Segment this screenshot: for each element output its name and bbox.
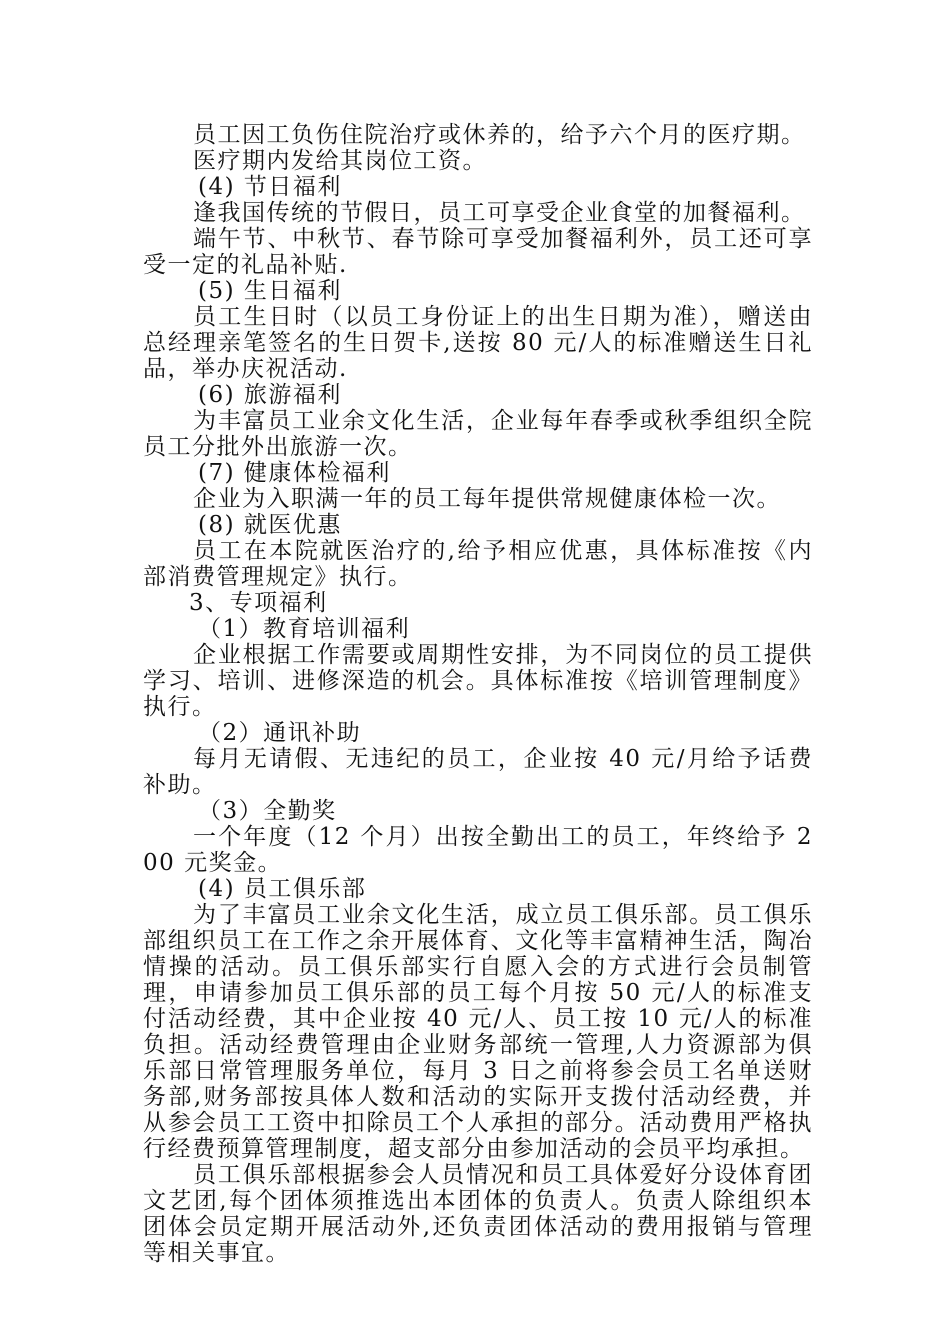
paragraph: 企业根据工作需要或周期性安排，为不同岗位的员工提供学习、培训、进修深造的机会。具体标准按《培训管理制度》执行。 bbox=[143, 642, 813, 720]
paragraph: 端午节、中秋节、春节除可享受加餐福利外，员工还可享受一定的礼品补贴. bbox=[143, 226, 813, 278]
paragraph: 员工因工负伤住院治疗或休养的，给予六个月的医疗期。 bbox=[193, 122, 806, 148]
paragraph: 员工俱乐部根据参会人员情况和员工具体爱好分设体育团文艺团,每个团体须推选出本团体的负责人。负责人除组织本团体会员定期开展活动外,还负责团体活动的费用报销与管理等相关事宜。 bbox=[143, 1162, 813, 1266]
section-heading: (7) 健康体检福利 bbox=[198, 460, 391, 486]
document-body bbox=[143, 122, 813, 1266]
section-heading: (4) 员工俱乐部 bbox=[198, 876, 367, 902]
section-heading: (5) 生日福利 bbox=[198, 278, 342, 304]
section-heading: （1）教育培训福利 bbox=[198, 616, 411, 642]
paragraph: 企业为入职满一年的员工每年提供常规健康体检一次。 bbox=[193, 486, 781, 512]
paragraph: 为了丰富员工业余文化生活，成立员工俱乐部。员工俱乐部组织员工在工作之余开展体育、文化等丰富精神生活，陶冶情操的活动。员工俱乐部实行自愿入会的方式进行会员制管理，申请参加员工俱乐部的员工每个月按 50 元/人的标准支付活动经费，其中企业按 40 元/人、员工按 10 元/人的标准负担。活动经费管理由企业财务部统一管理,人力资源部为俱乐部日常管理服务单位，每月 3 日之前将参会员工名单送财务部,财务部按具体人数和活动的实际开支拨付活动经费，并从参会员工工资中扣除员工个人承担的部分。活动费用严格执行经费预算管理制度，超支部分由参加活动的会员平均承担。 bbox=[143, 902, 813, 1162]
paragraph: 一个年度（12 个月）出按全勤出工的员工，年终给予 200 元奖金。 bbox=[143, 824, 813, 876]
section-heading: (6) 旅游福利 bbox=[198, 382, 342, 408]
paragraph: 每月无请假、无违纪的员工，企业按 40 元/月给予话费补助。 bbox=[143, 746, 813, 798]
paragraph: 员工在本院就医治疗的,给予相应优惠，具体标准按《内部消费管理规定》执行。 bbox=[143, 538, 813, 590]
section-heading: (4) 节日福利 bbox=[198, 174, 342, 200]
section-heading: 3、专项福利 bbox=[189, 590, 328, 616]
section-heading: （2）通讯补助 bbox=[198, 720, 362, 746]
paragraph: 医疗期内发给其岗位工资。 bbox=[193, 148, 487, 174]
section-heading: (8) 就医优惠 bbox=[198, 512, 342, 538]
paragraph: 逢我国传统的节假日，员工可享受企业食堂的加餐福利。 bbox=[193, 200, 806, 226]
paragraph: 为丰富员工业余文化生活，企业每年春季或秋季组织全院员工分批外出旅游一次。 bbox=[143, 408, 813, 460]
section-heading: （3）全勤奖 bbox=[198, 798, 337, 824]
paragraph: 员工生日时（以员工身份证上的出生日期为准），赠送由总经理亲笔签名的生日贺卡,送按 80 元/人的标准赠送生日礼品，举办庆祝活动. bbox=[143, 304, 813, 382]
